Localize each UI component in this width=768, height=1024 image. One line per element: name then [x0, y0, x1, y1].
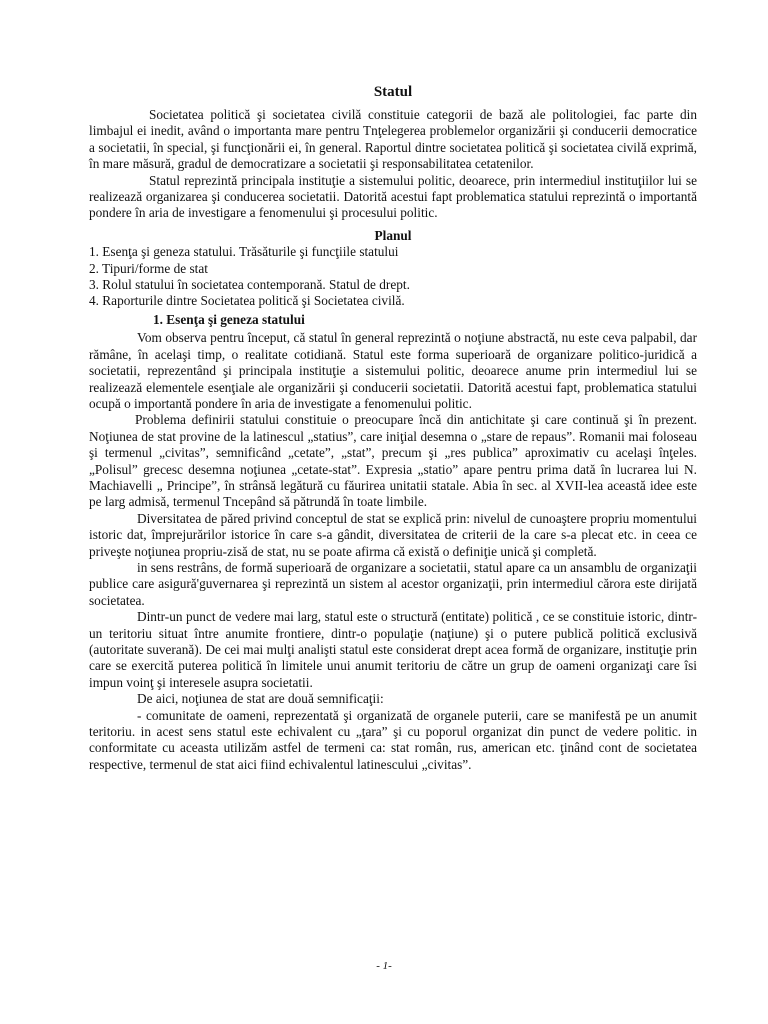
- body-paragraph-6: De aici, noţiunea de stat are două semnificaţii:: [137, 691, 384, 707]
- body-paragraph-4: in sens restrâns, de formă superioară de organizare a societatii, statul apare ca un ansamblu de organizaţii publice care asigură'guvernarea şi reprezintă un sistem al acestor organizaţii, prin intermediul cărora este dirijată societatea.: [89, 559, 697, 608]
- body-paragraph-3: Diversitatea de păred privind conceptul de stat se explică prin: nivelul de cunoaştere propriu momentului istoric dat, împrejurărilor istorice în care s-a gândit, diversitatea de criterii de la care s-a plecat etc. in ceea ce priveşte noţiunea propriu-zisă de stat, nu se poate afirma că există o definiţie unică şi completă.: [89, 510, 697, 559]
- body-paragraph-2: Problema definirii statului constituie o preocupare încă din antichitate şi care continuă şi în prezent. Noţiunea de stat provine de la latinescul „statius”, care iniţial desemna o „stare de repaus”. Romanii mai foloseau şi termenul „civitas”, semnificând „cetate”, „stat”, precum şi „res publica” aproximativ cu acelaşi înţeles. „Polisul” grecesc desemna noţiunea „cetate-stat”. Expresia „statio” apare pentru prima dată în lucrarea lui N. Machiavelli „ Principe”, în strânsă legătură cu făurirea unitatii statale. Abia în sec. al XVII-lea această idee este pe larg admisă, termenul Tncepând să pătrundă în toate limbile.: [89, 412, 697, 510]
- bullet-item: - comunitate de oameni, reprezentată şi organizată de organele puterii, care se manifestă pe un anumit teritoriu. in acest sens statul este echivalent cu „ţara” şi cu poporul organizat din punct de vedere politic. in conformitate cu aceasta utilizăm astfel de termeni ca: stat român, rus, american etc. ţinând cont de societatea respective, termenul de stat aici fiind echivalentul latinescului „civitas”.: [89, 707, 697, 772]
- document-title: Statul: [373, 84, 413, 100]
- plan-item: 3. Rolul statului în societatea contemporană. Statul de drept.: [89, 277, 410, 293]
- plan-item: 4. Raporturile dintre Societatea politică şi Societatea civilă.: [89, 293, 405, 309]
- page-number: - 1-: [376, 960, 392, 972]
- body-paragraph-5: Dintr-un punct de vedere mai larg, statul este o structură (entitate) politică , ce se constituie istoric, dintr-un teritoriu situat între anumite frontiere, dintr-o populaţie (naţiune) şi o putere publică politică exclusivă (autoritate suverană). De cei mai mulţi analişti statul este considerat drept acea formă de organizare, instituţie prin care se exercită puterea politică în limitele unui anumit teritoriu de către un grup de oameni organizaţi care îsi impun voinţ şi interesele asupra societatii.: [89, 609, 697, 690]
- plan-item: 1. Esenţa şi geneza statului. Trăsăturile şi funcţiile statului: [89, 244, 399, 260]
- intro-paragraph-2: Statul reprezintă principala instituţie a sistemului politic, deoarece, prin intermediul instituţiilor lui se realizează organizarea şi conducerea societatii. Datorită acestui fapt problematica statului reprezintă o importantă pondere în aria de investigare a fenomenului şi procesului politic.: [89, 172, 697, 221]
- plan-heading: Planul: [374, 227, 412, 243]
- section-heading: 1. Esenţa şi geneza statului: [153, 311, 305, 327]
- plan-item: 2. Tipuri/forme de stat: [89, 260, 208, 276]
- plan-list: [89, 244, 697, 310]
- document-page: [89, 84, 697, 773]
- body-paragraph-1: Vom observa pentru început, că statul în general reprezintă o noţiune abstractă, nu este ceva palpabil, dar rămâne, în acelaşi timp, o realitate cotidiană. Statul este forma superioară de organizare politico-juridică a societatii, reprezentând şi principala instituţie a sistemului politic, deoarece anume prin intermediul lui se realizează elementele esenţiale ale organizării şi conducerii societatii. Datorită acestui fapt, problematica statului ocupă o importantă pondere în aria de investigate a fenomenului politic.: [89, 330, 697, 411]
- intro-paragraph-1: Societatea politică şi societatea civilă constituie categorii de bază ale politologiei, fac parte din limbajul ei inedit, având o importanta mare pentru Tnţelegerea problemelor organizării şi conducerii democratice a societatii, în special, şi funcţionării ei, în general. Raportul dintre societatea politică şi societatea civilă exprimă, în mare măsură, gradul de democratizare a societatii şi responsabilitatea cetatenilor.: [89, 107, 697, 172]
